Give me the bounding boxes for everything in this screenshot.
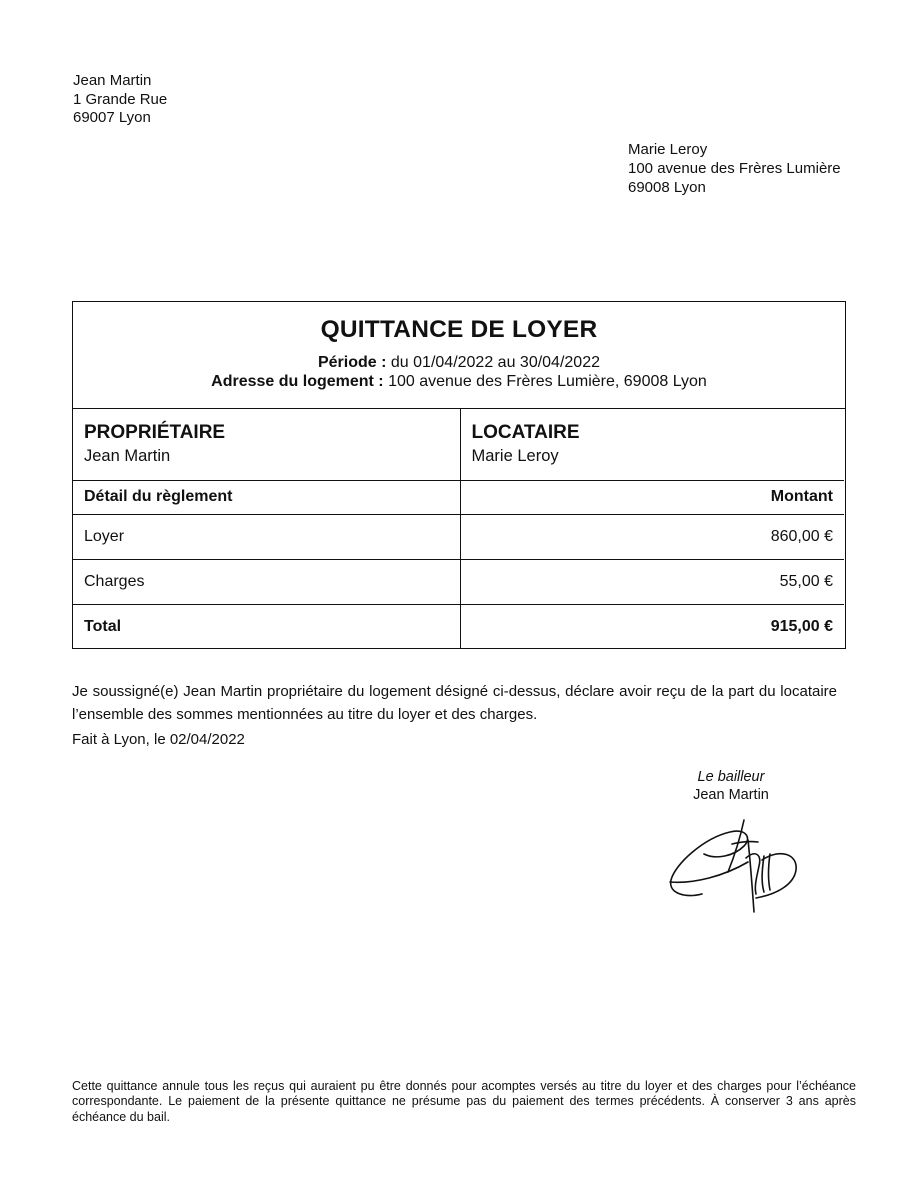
parties-row — [73, 408, 844, 480]
total-label: Total — [73, 604, 460, 649]
recipient-street: 100 avenue des Frères Lumière — [628, 160, 841, 177]
detail-header: Détail du règlement — [73, 480, 460, 514]
place-date: Fait à Lyon, le 02/04/2022 — [72, 731, 245, 748]
sender-address — [73, 72, 167, 128]
tenant-name: Marie Leroy — [471, 447, 559, 465]
signer-name: Jean Martin — [693, 787, 769, 803]
address-label: Adresse du logement : — [211, 373, 384, 390]
receipt-address — [73, 372, 845, 391]
receipt-header — [73, 302, 845, 409]
table-row — [73, 514, 844, 559]
rent-amount: 860,00 € — [460, 514, 844, 559]
handwritten-signature — [664, 814, 804, 916]
sender-city: 69007 Lyon — [73, 109, 151, 126]
receipt-table — [73, 408, 844, 649]
receipt-period — [73, 353, 845, 372]
signer-role: Le bailleur — [697, 769, 765, 785]
owner-label: PROPRIÉTAIRE — [84, 422, 226, 443]
owner-cell — [73, 408, 460, 480]
charges-label: Charges — [73, 559, 460, 604]
address-value: 100 avenue des Frères Lumière, 69008 Lyon — [388, 373, 707, 390]
period-value: du 01/04/2022 au 30/04/2022 — [390, 354, 600, 371]
total-amount: 915,00 € — [460, 604, 844, 649]
table-header-row — [73, 480, 844, 514]
receipt-box — [72, 301, 846, 649]
table-row — [73, 559, 844, 604]
sender-name: Jean Martin — [73, 72, 152, 89]
recipient-name: Marie Leroy — [628, 141, 708, 158]
tenant-cell — [460, 408, 844, 480]
period-label: Période : — [317, 354, 387, 371]
total-row — [73, 604, 844, 649]
amount-header: Montant — [460, 480, 844, 514]
receipt-title: QUITTANCE DE LOYER — [320, 316, 598, 343]
charges-amount: 55,00 € — [460, 559, 844, 604]
sender-street: 1 Grande Rue — [73, 90, 168, 108]
tenant-label: LOCATAIRE — [471, 422, 580, 443]
owner-name: Jean Martin — [84, 447, 171, 465]
legal-footer-note: Cette quittance annule tous les reçus qui auraient pu être donnés pour acomptes versés au titre du loyer et des charges pour l’échéance correspondante. Le paiement de la présente quittance ne présume pas du paiement des termes précédents. À conserver 3 ans après échéance du bail. — [72, 1078, 856, 1124]
signer-block — [668, 768, 794, 804]
rent-label: Loyer — [73, 514, 460, 559]
declaration-text: Je soussigné(e) Jean Martin propriétaire du logement désigné ci-dessus, déclare avoir reçu de la part du locataire l’ensemble des sommes mentionnées au titre du loyer et des charges. — [72, 683, 837, 723]
recipient-address — [628, 140, 841, 197]
recipient-city: 69008 Lyon — [628, 179, 706, 196]
